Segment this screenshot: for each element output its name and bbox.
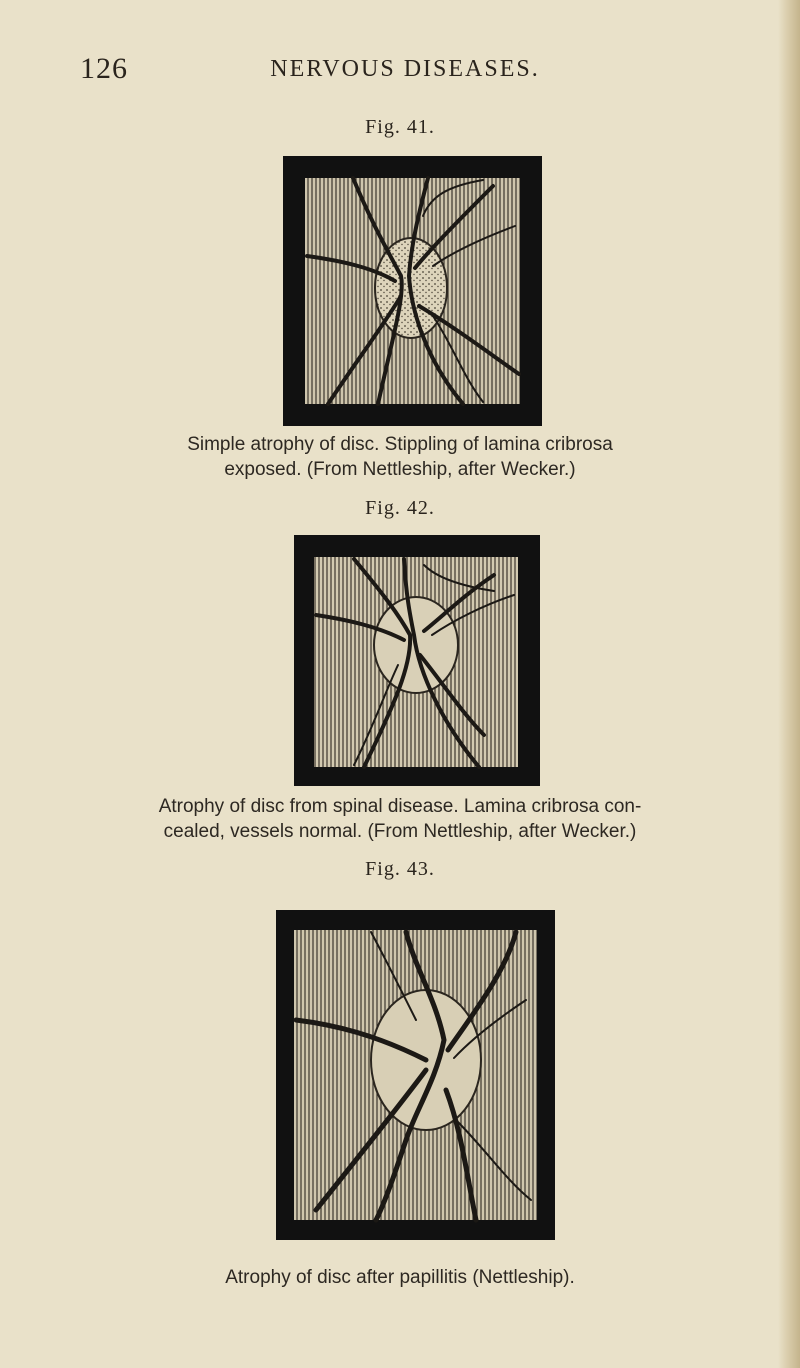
- figure-42-caption-line-2: cealed, vessels normal. (From Nettleship, after Wecker.): [163, 821, 637, 842]
- figure-41-caption-line-2: exposed. (From Nettleship, after Wecker.): [224, 459, 576, 480]
- running-title: NERVOUS DISEASES.: [270, 56, 540, 82]
- figure-43-caption: [0, 1265, 800, 1290]
- figure-41-image: [283, 156, 542, 426]
- figure-41-caption: [0, 432, 800, 482]
- page-edge-shadow: [778, 0, 800, 1368]
- figure-43-image: [276, 910, 555, 1240]
- figure-43-label: Fig. 43.: [365, 858, 435, 880]
- figure-42-caption-line-1: Atrophy of disc from spinal disease. Lamina cribrosa con-: [158, 796, 642, 817]
- figure-42-caption: [0, 794, 800, 844]
- figure-41-caption-line-1: Simple atrophy of disc. Stippling of lamina cribrosa: [187, 434, 613, 455]
- figure-42-label: Fig. 42.: [365, 497, 435, 519]
- figure-42-image: [294, 535, 540, 786]
- page-header: [0, 52, 800, 92]
- page-number: 126: [80, 52, 128, 85]
- figure-41-label: Fig. 41.: [365, 116, 435, 138]
- figure-43-caption-line-1: Atrophy of disc after papillitis (Nettleship).: [225, 1267, 575, 1288]
